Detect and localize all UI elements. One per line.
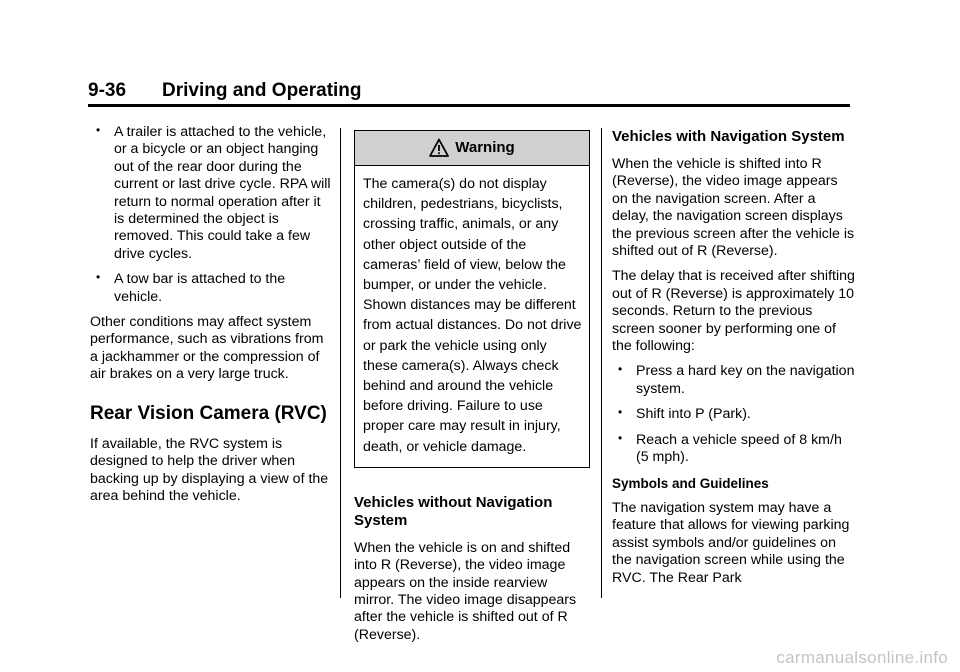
page-number: 9-36 — [88, 80, 127, 101]
list-item: • Shift into P (Park). — [618, 405, 751, 423]
subheading: Symbols and Guidelines — [612, 475, 769, 491]
column-1 — [90, 124, 334, 513]
bullet-icon: • — [618, 430, 623, 445]
list-item: • Press a hard key on the navigation system. — [618, 362, 855, 397]
paragraph: The navigation system may have a feature that allows for viewing parking assist symbols and/or guidelines on the navigation screen while using the RVC. The Rear Park — [612, 499, 850, 586]
warning-header — [355, 131, 589, 166]
section-heading: Rear Vision Camera (RVC) — [90, 402, 327, 424]
list-item: • A trailer is attached to the vehicle, or a bicycle or an object hanging out of the rear door during the current or last drive cycle. RPA will return to normal operation after it is determined the object is removed. This could take a few drive cycles. — [96, 123, 331, 262]
column-2 — [354, 124, 590, 652]
bullet-icon: • — [96, 123, 101, 137]
column-3 — [612, 124, 856, 595]
paragraph: The delay that is received after shifting out of R (Reverse) is approximately 10 seconds. Return to the previous screen sooner by performing one of the following: — [612, 268, 855, 355]
bullet-list — [90, 124, 334, 306]
bullet-list — [612, 363, 856, 466]
section-title: Driving and Operating — [162, 80, 362, 101]
list-item: • A tow bar is attached to the vehicle. — [96, 270, 286, 305]
warning-text: The camera(s) do not display children, pedestrians, bicyclists, crossing traffic, animals, or any other object outside of the cameras’ field of view, below the bumper, or under the vehicle. Shown distances may be different from actual distances. Do not drive or park the vehicle using only these camera(s). Always check behind and around the vehicle before driving. Failure to use proper care may result in injury, death, or vehicle damage. — [363, 176, 582, 455]
warning-title: Warning — [455, 139, 515, 157]
watermark: carmanualsonline.info — [776, 648, 948, 667]
list-item: • Reach a vehicle speed of 8 km/h (5 mph). — [618, 430, 842, 466]
bullet-icon: • — [96, 270, 101, 285]
section-heading: Vehicles without Navigation System — [354, 493, 553, 529]
bullet-icon: • — [618, 405, 623, 420]
warning-triangle-icon — [429, 138, 449, 158]
paragraph: Other conditions may affect system performance, such as vibrations from a jackhammer or the compression of air brakes on a very large truck. — [90, 314, 324, 383]
paragraph: When the vehicle is on and shifted into R (Reverse), the video image appears on the inside rearview mirror. The video image disappears after the vehicle is shifted out of R (Reverse). — [354, 539, 577, 643]
page-header — [88, 80, 850, 102]
header-rule — [88, 104, 850, 107]
bullet-icon: • — [618, 362, 623, 377]
section-heading: Vehicles with Navigation System — [612, 128, 845, 145]
column-divider-1 — [340, 128, 341, 598]
paragraph: If available, the RVC system is designed to help the driver when backing up by displaying a view of the area behind the vehicle. — [90, 435, 329, 504]
paragraph: When the vehicle is shifted into R (Reverse), the video image appears on the navigation screen. After a delay, the navigation screen displays the previous screen after the vehicle is shifted out of R (Reverse). — [612, 156, 855, 260]
column-divider-2 — [601, 128, 602, 598]
warning-box — [354, 130, 590, 468]
